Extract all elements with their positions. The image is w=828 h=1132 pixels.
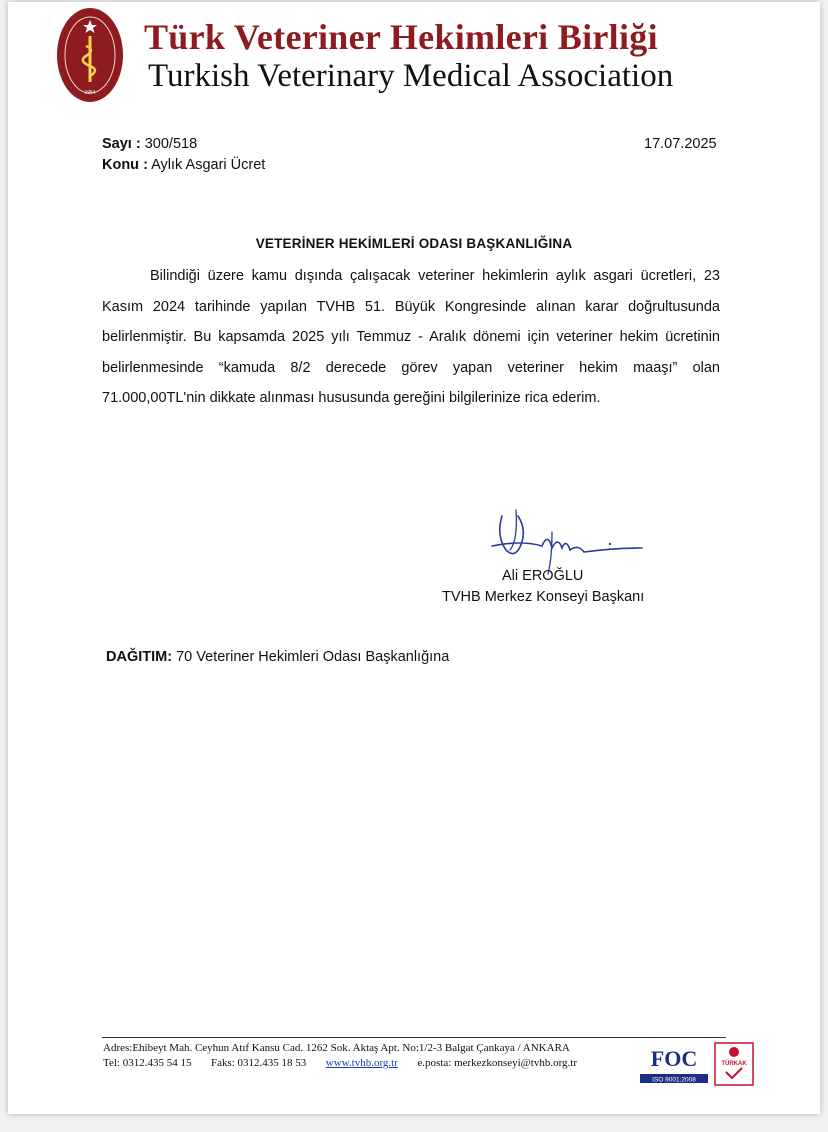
turkak-certification-icon [714, 1042, 754, 1086]
letter-heading: VETERİNER HEKİMLERİ ODASI BAŞKANLIĞINA [255, 236, 573, 251]
footer-contact [103, 1041, 577, 1071]
foc-text: FOC [650, 1046, 698, 1071]
signer-name: Ali EROĞLU [502, 568, 584, 584]
org-name-tr: Türk Veteriner Hekimleri Birliği [144, 17, 658, 57]
letter-page [8, 2, 820, 1114]
footer-fax: Faks: 0312.435 18 53 [210, 1057, 307, 1069]
sayi-value: 300/518 [144, 136, 198, 152]
footer-divider [102, 1037, 726, 1038]
konu-value: Aylık Asgari Ücret [151, 157, 266, 173]
footer-website-link[interactable]: www.tvhb.org.tr [325, 1057, 398, 1069]
turkak-text: TÜRKAK [721, 1061, 747, 1067]
iso-text: ISO 9001:2008 [652, 1076, 696, 1084]
konu-line [102, 157, 265, 173]
foc-certification-icon [638, 1042, 710, 1086]
org-name-en: Turkish Veterinary Medical Association [148, 58, 674, 94]
signer-title: TVHB Merkez Konseyi Başkanı [442, 589, 645, 605]
sayi-line [102, 136, 197, 152]
distribution-label: DAĞITIM: [106, 649, 173, 665]
footer-tel: Tel: 0312.435 54 15 [103, 1057, 192, 1069]
footer-email: e.posta: merkezkonseyi@tvhb.org.tr [417, 1057, 578, 1069]
footer-address: Adres:Ehibeyt Mah. Ceyhun Atıf Kansu Cad. 1262 Sok. Aktaş Apt. No:1/2-3 Balgat Çankaya / ANKARA [103, 1042, 570, 1054]
footer-contact-line [103, 1056, 577, 1071]
tvhb-logo-icon [56, 6, 124, 104]
konu-label: Konu : [102, 157, 148, 173]
letter-body: Bilindiği üzere kamu dışında çalışacak veteriner hekimlerin aylık asgari ücretleri, 23 Kasım 2024 tarihinde yapılan TVHB 51. Büyük Kongresinde alınan karar doğrultusunda belirlenmiştir. Bu kapsamda 2025 yılı Temmuz - Aralık dönemi için veteriner hekim ücretinin belirlenmesinde “kamuda 8/2 derecede görev yapan veteriner hekim maaşı” olan 71.000,00TL'nin dikkate alınması hususunda gereğini bilgilerinize rica ederim. [102, 268, 720, 406]
distribution-value: 70 Veteriner Hekimleri Odası Başkanlığına [176, 649, 450, 665]
letter-date: 17.07.2025 [644, 136, 717, 152]
logo-year: 1954 [84, 90, 96, 96]
sayi-label: Sayı : [102, 136, 141, 152]
distribution-line [106, 649, 449, 665]
